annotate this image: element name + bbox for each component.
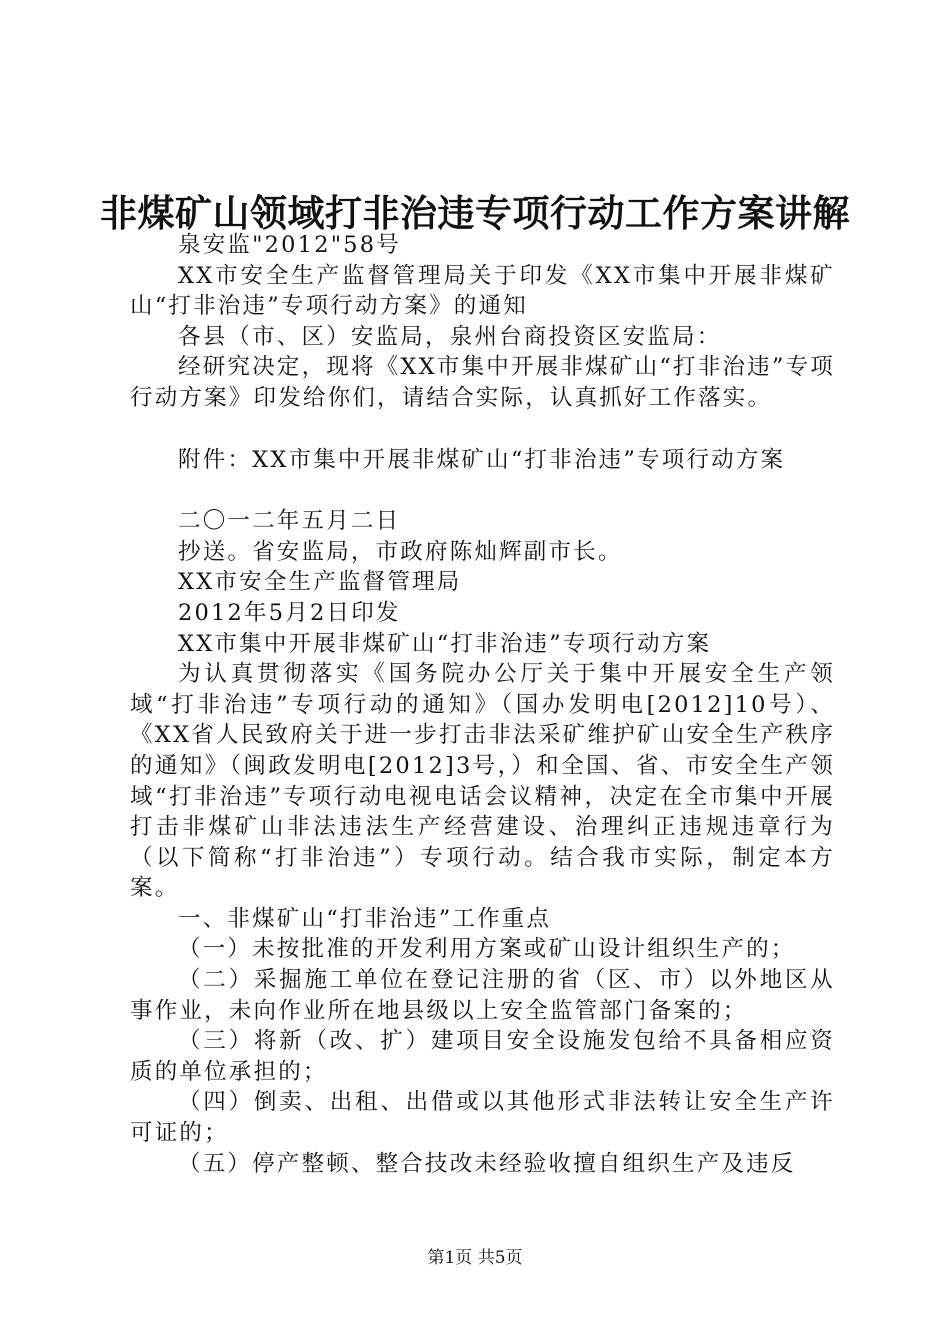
paragraph-plan-title: XX市集中开展非煤矿山“打非治违”专项行动方案 [178, 630, 712, 657]
list-item: （四）倒卖、出租、出借或以其他形式非法转让安全生产许可证的； [130, 1089, 835, 1147]
list-item: （二）采掘施工单位在登记注册的省（区、市）以外地区从事作业，未向作业所在地县级以上安全监管部门备案的； [130, 967, 835, 1024]
paragraph-decision: 经研究决定，现将《XX市集中开展非煤矿山“打非治违”专项行动方案》印发给你们，请结合实际，认真抓好工作落实。 [130, 354, 835, 411]
section-heading-1: 一、非煤矿山“打非治违”工作重点 [178, 905, 552, 932]
paragraph-addressee: 各县（市、区）安监局，泉州台商投资区安监局： [178, 323, 722, 350]
paragraph-doc-number: 泉安监"2012"58号 [178, 232, 401, 258]
paragraph-attachment: 附件：XX市集中开展非煤矿山“打非治违”专项行动方案 [178, 446, 786, 473]
paragraph-intro: 为认真贯彻落实《国务院办公厅关于集中开展安全生产领域“打非治违”专项行动的通知》（国办发明电[2012]10号）、《XX省人民致府关于进一步打击非法采矿维护矿山安全生产秩序的通知》（闽政发明电[2012]3号，）和全国、省、市安全生产领域“打非治违”专项行动电视电话会议精神，决定在全市集中开展打击非煤矿山非法违法生产经营建设、治理纠正违规违章行为（以下简称“打非治违”）专项行动。结合我市实际，制定本方案。 [130, 661, 835, 902]
page-footer: 第1页 共5页 [427, 1248, 523, 1268]
paragraph-print-date: 2012年5月2日印发 [178, 599, 401, 626]
paragraph-date: 二〇一二年五月二日 [178, 508, 401, 535]
document-title: 非煤矿山领域打非治违专项行动工作方案讲解 [100, 192, 850, 235]
list-item: （三）将新（改、扩）建项目安全设施发包给不具备相应资质的单位承担的； [130, 1028, 835, 1085]
document-body [130, 230, 835, 1179]
list-item: （五）停产整顿、整合技改未经验收擅自组织生产及违反 [178, 1150, 796, 1177]
paragraph-issuer: XX市安全生产监督管理局 [178, 569, 462, 596]
paragraph-cc: 抄送。省安监局，市政府陈灿辉副市长。 [178, 538, 623, 565]
list-item: （一）未按批准的开发利用方案或矿山设计组织生产的； [178, 936, 796, 963]
paragraph-notice-heading: XX市安全生产监督管理局关于印发《XX市集中开展非煤矿山“打非治违”专项行动方案》的通知 [130, 262, 835, 320]
